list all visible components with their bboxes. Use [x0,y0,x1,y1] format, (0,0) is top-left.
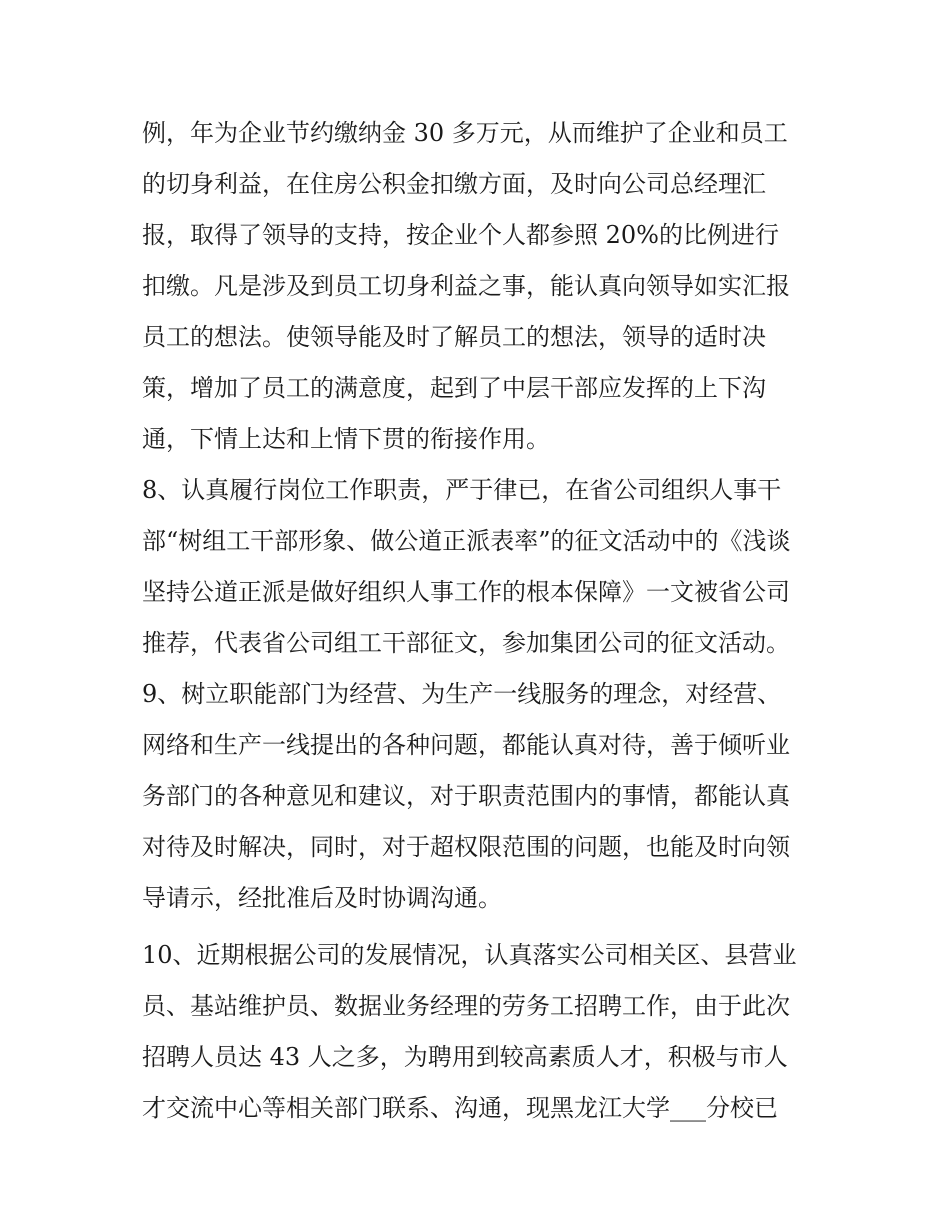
text-line: 的切身利益，在住房公积金扣缴方面，及时向公司总经理汇 [142,170,766,198]
text-line: 才交流中心等相关部门联系、沟通，现黑龙江大学___分校已 [142,1094,778,1122]
text-line: 9、树立职能部门为经营、为生产一线服务的理念，对经营、 [142,680,782,708]
text-line: 网络和生产一线提出的各种问题，都能认真对待，善于倾听业 [142,731,790,759]
text-line: 策，增加了员工的满意度，起到了中层干部应发挥的上下沟 [142,374,766,402]
text-line: 员、基站维护员、数据业务经理的劳务工招聘工作，由于此次 [142,992,790,1020]
text-line: 推荐，代表省公司组工干部征文，参加集团公司的征文活动。 [142,629,790,657]
text-line: 导请示，经批准后及时协调沟通。 [142,884,502,912]
text-line: 务部门的各种意见和建议，对于职责范围内的事情，都能认真 [142,782,790,810]
text-line: 8、认真履行岗位工作职责，严于律已，在省公司组织人事干 [142,476,782,504]
text-line: 报，取得了领导的支持，按企业个人都参照 20%的比例进行 [142,221,779,249]
text-line: 对待及时解决，同时，对于超权限范围的问题，也能及时向领 [142,833,790,861]
text-line: 通，下情上达和上情下贯的衔接作用。 [142,425,550,453]
document-body [142,108,822,1134]
text-line: 10、近期根据公司的发展情况，认真落实公司相关区、县营业 [142,941,797,969]
text-line: 部“树组工干部形象、做公道正派表率”的征文活动中的《浅谈 [142,527,791,555]
text-line: 坚持公道正派是做好组织人事工作的根本保障》一文被省公司 [142,578,790,606]
text-line: 例，年为企业节约缴纳金 30 多万元，从而维护了企业和员工 [142,119,788,147]
text-line: 员工的想法。使领导能及时了解员工的想法，领导的适时决 [142,323,766,351]
text-line: 招聘人员达 43 人之多，为聘用到较高素质人才，积极与市人 [142,1043,788,1071]
text-line: 扣缴。凡是涉及到员工切身利益之事，能认真向领导如实汇报 [142,272,790,300]
